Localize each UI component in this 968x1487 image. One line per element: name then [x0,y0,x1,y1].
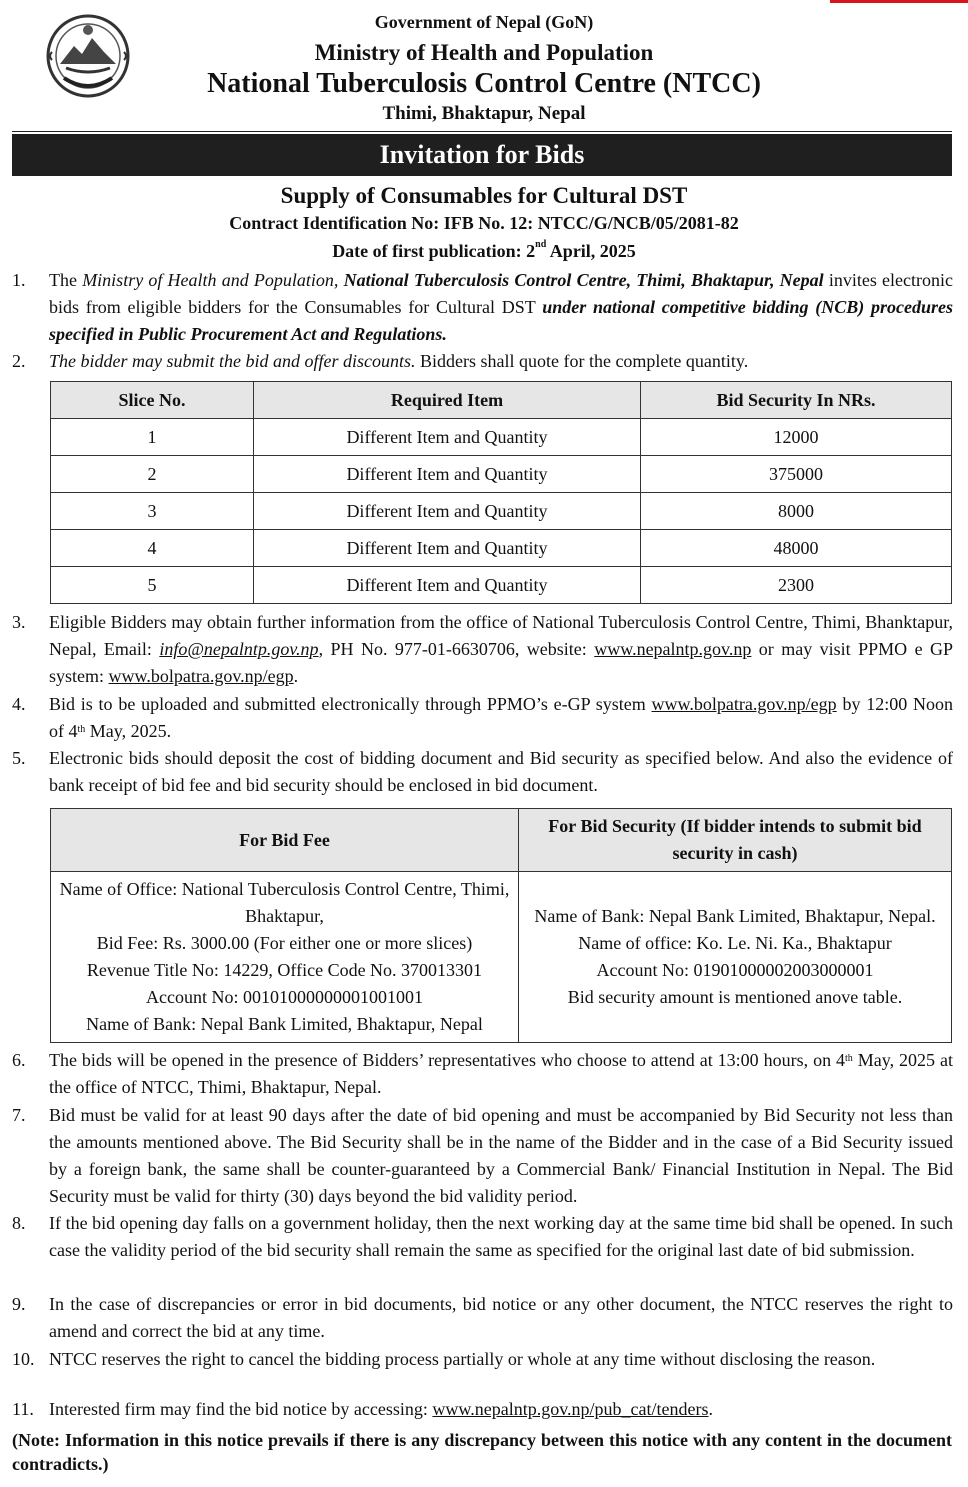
item-number-5: 5. [12,748,26,768]
website-link[interactable]: www.nepalntp.gov.np [594,639,752,659]
table-cell: 4 [51,530,254,567]
table-cell: 1 [51,419,254,456]
header-ministry: Ministry of Health and Population [314,40,654,65]
invitation-banner: Invitation for Bids [12,134,952,176]
table-cell: 2 [51,456,254,493]
item-number-7: 7. [12,1105,26,1125]
table-cell: Different Item and Quantity [254,567,641,604]
item-number-8: 8. [12,1213,26,1233]
table-row [51,872,952,1043]
egp-link[interactable]: www.bolpatra.gov.np/egp [108,666,294,686]
bid-security-details: Name of Bank: Nepal Bank Limited, Bhaktapur, Nepal. Name of office: Ko. Le. Ni. Ka., Bhaktapur Account No: 01901000002003000001 Bid security amount is mentioned anove table. [519,872,952,1043]
clause-7: Bid must be valid for at least 90 days after the date of bid opening and must be accompanied by Bid Security not less than the amounts mentioned above. The Bid Security shall be in the name of the Bidder and in the case of a Bid Security issued by a foreign bank, the same shall be counter-guaranteed by a Commercial Bank/ Financial Institution in Nepal. The Bid Security must be valid for thirty (30) days beyond the bid validity period. [49,1105,953,1206]
item-number-4: 4. [12,694,26,714]
clause-11: Interested firm may find the bid notice by accessing: www.nepalntp.gov.np/pub_cat/tenders. [49,1399,713,1419]
table-cell: 375000 [641,456,952,493]
item-number-3: 3. [12,612,26,632]
header-divider [12,131,952,132]
bid-fee-details: Name of Office: National Tuberculosis Control Centre, Thimi, Bhaktapur, Bid Fee: Rs. 3000.00 (For either one or more slices) Revenue Title No: 14229, Office Code No. 370013301 Account No: 00101000000001001001 Name of Bank: Nepal Bank Limited, Bhaktapur, Nepal [51,872,519,1043]
notice-note: (Note: Information in this notice prevails if there is any discrepancy between this notice with any content in the document contradicts.) [12,1430,952,1474]
table-cell: Different Item and Quantity [254,530,641,567]
table-cell: 12000 [641,419,952,456]
table-cell: 3 [51,493,254,530]
table-cell: Different Item and Quantity [254,493,641,530]
clause-2: The bidder may submit the bid and offer discounts. Bidders shall quote for the complete quantity. [49,351,749,371]
item-number-10: 10. [12,1349,35,1369]
bid-fee-header: For Bid Fee [51,809,519,872]
table-cell: Different Item and Quantity [254,456,641,493]
item-number-11: 11. [12,1399,34,1419]
email-link[interactable]: info@nepalntp.gov.np [159,639,319,659]
table-cell: Different Item and Quantity [254,419,641,456]
item-number-1: 1. [12,270,26,290]
clause-4: Bid is to be uploaded and submitted electronically through PPMO’s e-GP system www.bolpatra.gov.np/egp by 12:00 Noon of 4th May, 2025. [49,694,953,741]
corner-accent [830,0,968,3]
table-row [51,567,952,604]
header-address: Thimi, Bhaktapur, Nepal [382,103,586,124]
table-header-row [51,809,952,872]
clause-1: The Ministry of Health and Population, National Tuberculosis Control Centre, Thimi, Bhaktapur, Nepal invites electronic bids from eligible bidders for the Consumables for Cultural DST under national competitive bidding (NCB) procedures specified in Public Procurement Act and Regulations. [49,270,954,344]
item-number-6: 6. [12,1050,26,1070]
subject-title: Supply of Consumables for Cultural DST [280,183,688,208]
egp-link[interactable]: www.bolpatra.gov.np/egp [651,694,837,714]
table-cell: 5 [51,567,254,604]
publication-date: Date of first publication: 2nd April, 2025 [332,239,636,261]
header-government: Government of Nepal (GoN) [374,12,594,32]
slice-table [50,381,952,604]
column-header-item: Required Item [254,382,641,419]
clause-5: Electronic bids should deposit the cost of bidding document and Bid security as specified below. And also the evidence of bank receipt of bid fee and bid security should be enclosed in bid document. [49,748,953,795]
clause-6: The bids will be opened in the presence of Bidders’ representatives who choose to attend at 13:00 hours, on 4th May, 2025 at the office of NTCC, Thimi, Bhaktapur, Nepal. [49,1050,953,1097]
table-cell: 2300 [641,567,952,604]
column-header-security: Bid Security In NRs. [641,382,952,419]
header-ntcc: National Tuberculosis Control Centre (NTCC) [207,68,761,99]
item-number-9: 9. [12,1294,26,1314]
clause-3: Eligible Bidders may obtain further information from the office of National Tuberculosis Control Centre, Thimi, Bhanktapur, Nepal, Email: info@nepalntp.gov.np, PH No. 977-01-6630706, website: www.nepalntp.gov.np or may visit PPMO e GP system: www.bolpatra.gov.np/egp. [49,612,954,686]
clause-8: If the bid opening day falls on a government holiday, then the next working day at the same time bid shall be opened. In such case the validity period of the bid security shall remain the same as specified for the original last date of bid submission. [49,1213,953,1260]
bid-security-header: For Bid Security (If bidder intends to submit bid security in cash) [519,809,952,872]
clause-10: NTCC reserves the right to cancel the bidding process partially or whole at any time without disclosing the reason. [49,1349,876,1369]
bank-details-table [50,808,952,1043]
contract-identification: Contract Identification No: IFB No. 12: NTCC/G/NCB/05/2081-82 [229,213,739,233]
table-row [51,530,952,567]
tenders-link[interactable]: www.nepalntp.gov.np/pub_cat/tenders [432,1399,709,1419]
table-cell: 8000 [641,493,952,530]
table-row [51,419,952,456]
item-number-2: 2. [12,351,26,371]
clause-9: In the case of discrepancies or error in bid documents, bid notice or any other document, the NTCC reserves the right to amend and correct the bid at any time. [49,1294,953,1341]
table-row [51,456,952,493]
table-row [51,493,952,530]
table-cell: 48000 [641,530,952,567]
column-header-slice: Slice No. [51,382,254,419]
table-header-row [51,382,952,419]
